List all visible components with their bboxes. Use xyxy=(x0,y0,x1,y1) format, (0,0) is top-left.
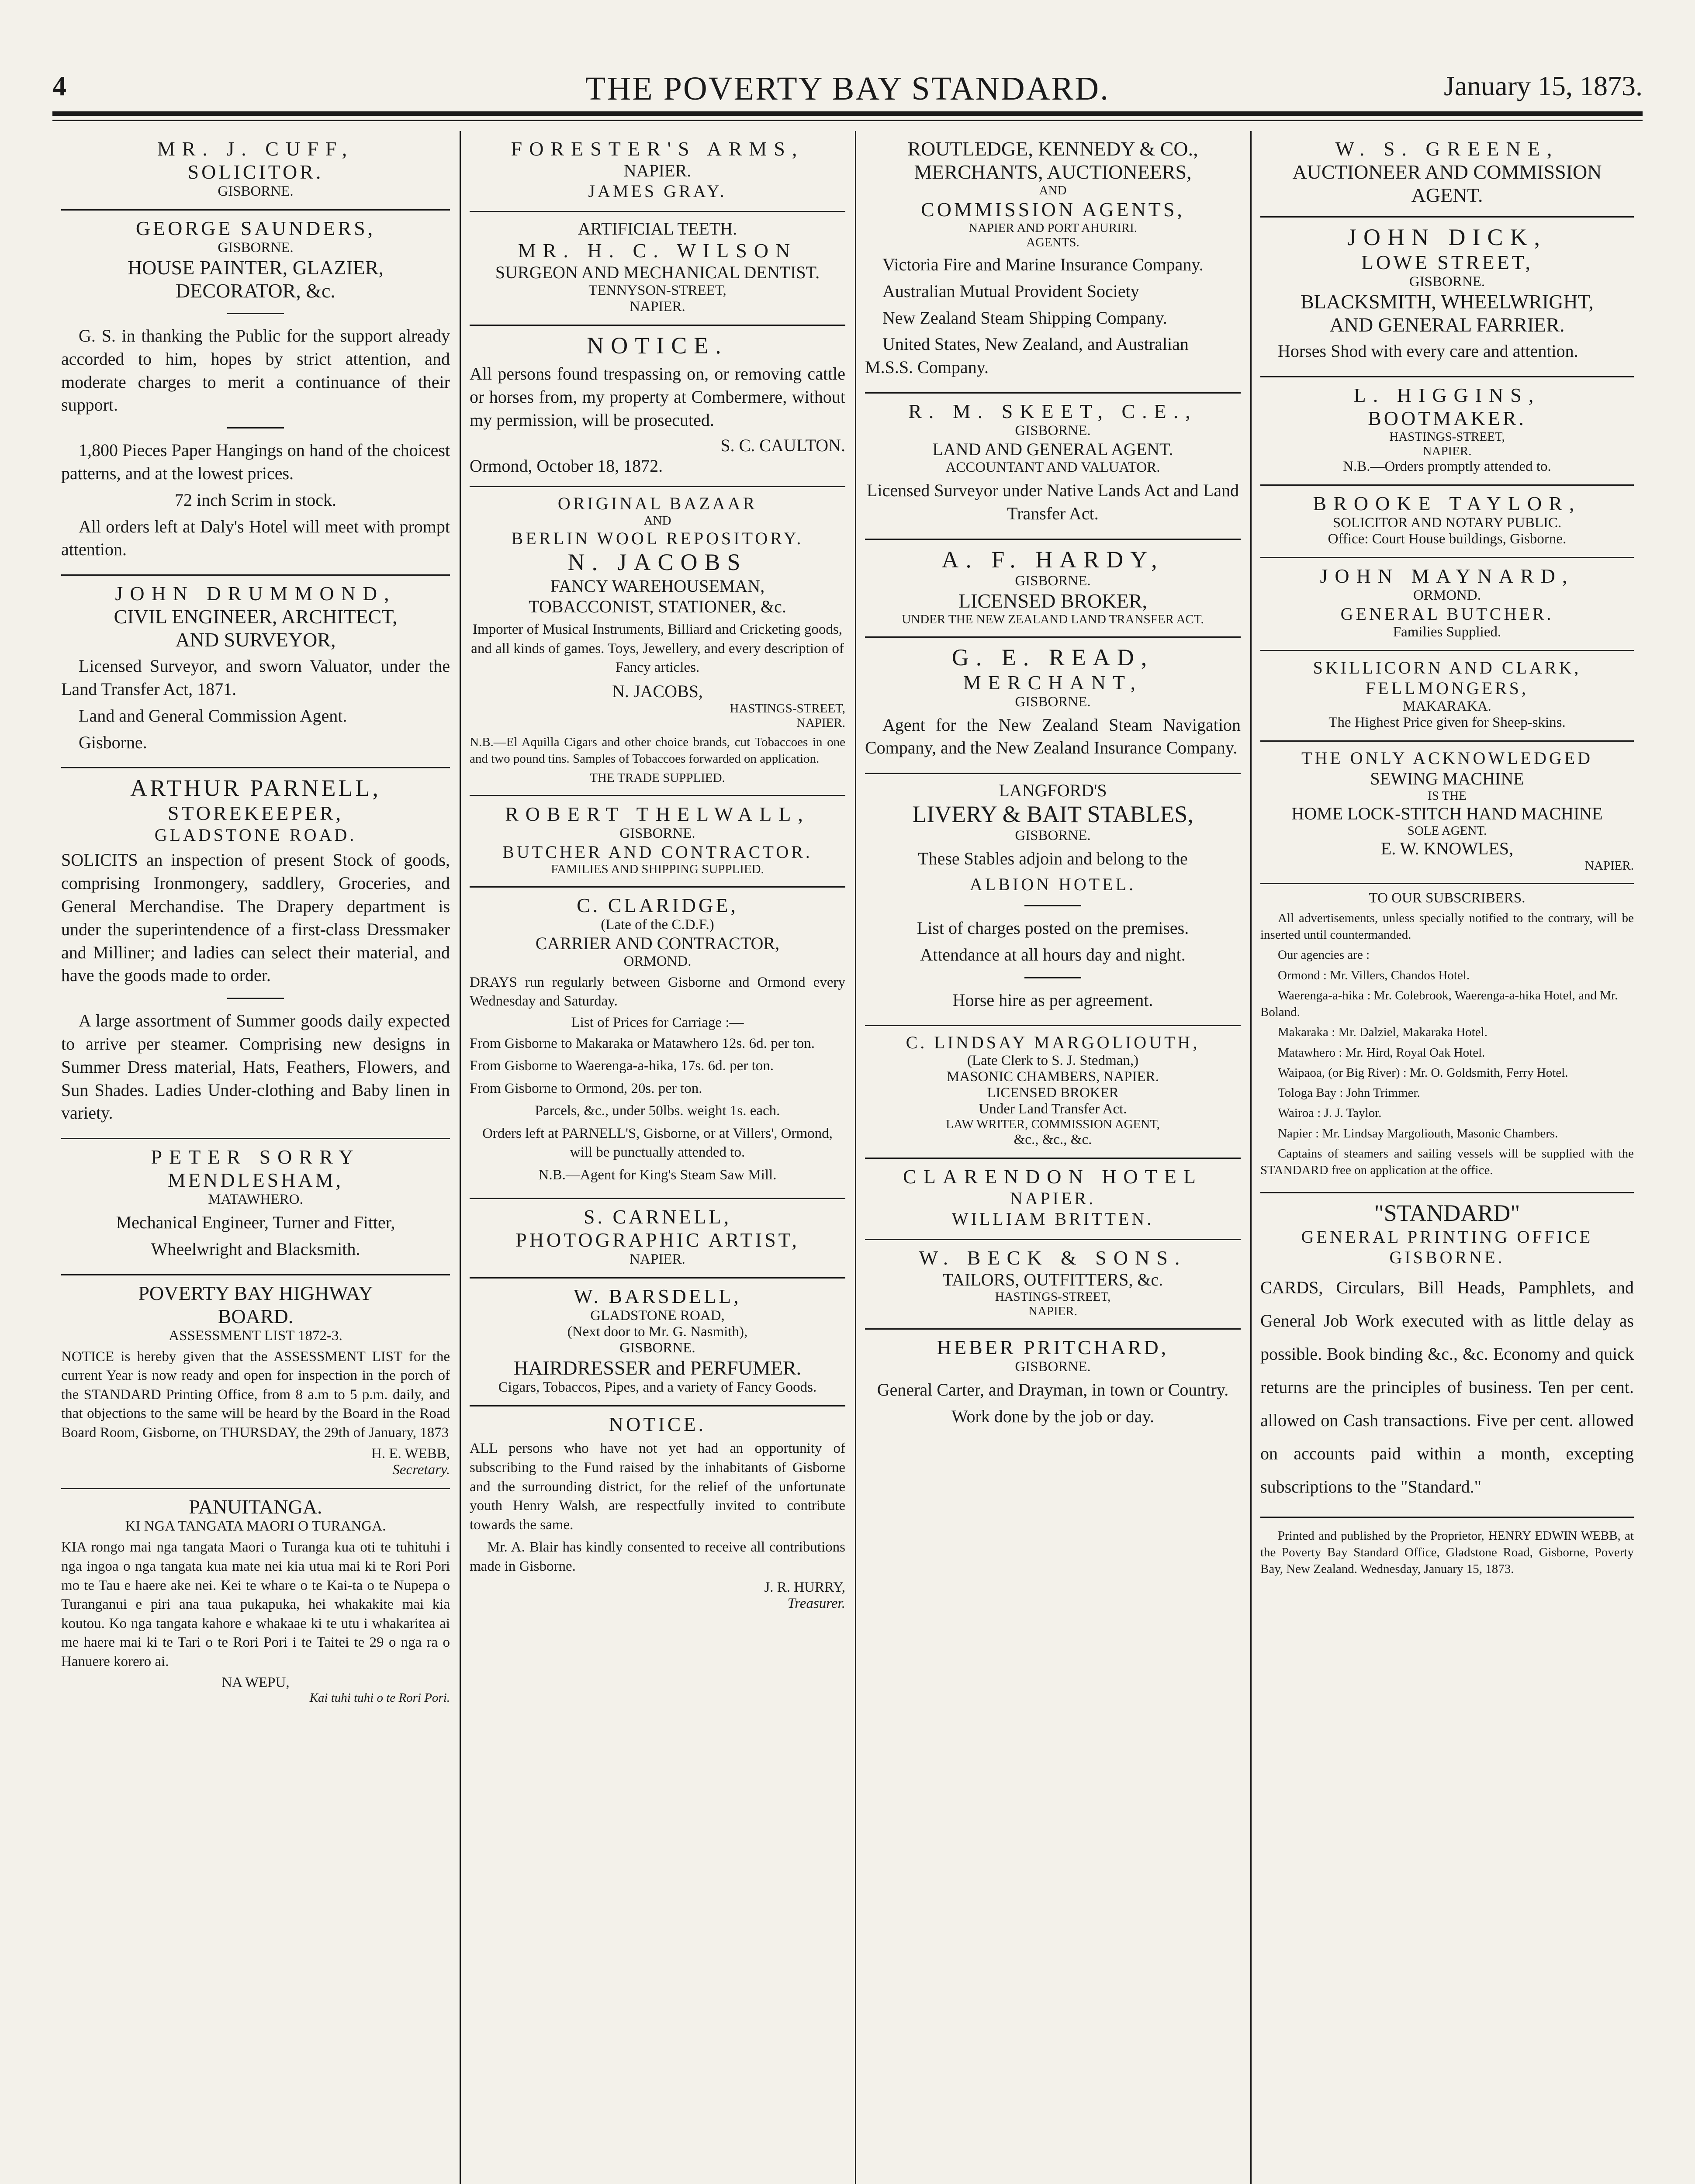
ad-paragraph: Orders left at PARNELL'S, Gisborne, or at Villers', Ormond, will be punctually attended to. xyxy=(482,1125,833,1161)
short-rule xyxy=(1024,977,1081,978)
notice-signature: S. C. CAULTON. xyxy=(720,435,845,456)
price-item: From Gisborne to Ormond, 20s. per ton. xyxy=(470,1080,702,1096)
short-rule xyxy=(1024,905,1081,906)
advertiser-place: NAPIER. xyxy=(1585,858,1634,873)
notice-body: All advertisements, unless specially notified to the contrary, will be inserted until countermanded. xyxy=(1260,911,1634,942)
column-2 xyxy=(461,131,854,2184)
ad-heading: ARTIFICIAL TEETH. xyxy=(578,219,737,238)
advertiser-trade: TOBACCONIST, STATIONER, &c. xyxy=(529,597,786,617)
advertiser-street: HASTINGS-STREET, xyxy=(995,1290,1111,1304)
hotel-name: ALBION HOTEL. xyxy=(969,874,1136,894)
advertiser-trade: MERCHANT, xyxy=(963,671,1143,694)
ad-paragraph: Land and General Commission Agent. xyxy=(79,705,347,726)
advertiser-place: GISBORNE. xyxy=(1015,422,1091,439)
ad-paragraph: Work done by the job or day. xyxy=(951,1406,1155,1427)
notice-body: Captains of steamers and sailing vessels will be supplied with the STANDARD free on application at the office. xyxy=(1260,1146,1634,1178)
ad-paragraph: All orders left at Daly's Hotel will meet with prompt attention. xyxy=(61,516,450,560)
advertiser-late: (Late of the C.D.F.) xyxy=(601,916,714,933)
advertiser-place: GISBORNE. xyxy=(619,825,695,841)
advertiser-name: S. CARNELL, xyxy=(583,1206,732,1228)
advertiser-trade: STOREKEEPER, xyxy=(167,802,344,825)
short-rule xyxy=(227,998,284,999)
advertiser-name: CLARENDON HOTEL xyxy=(903,1165,1203,1188)
advertiser-name: ROUTLEDGE, KENNEDY & CO., xyxy=(907,138,1198,160)
notice-subtitle: KI NGA TANGATA MAORI O TURANGA. xyxy=(125,1518,386,1534)
ad-paragraph: Horses Shod with every care and attention. xyxy=(1278,341,1578,361)
notice-subtitle: ASSESSMENT LIST 1872-3. xyxy=(169,1327,342,1344)
ad-parnell xyxy=(61,768,450,1139)
masthead-rule-thin xyxy=(52,120,1643,121)
agency-item: Waipaoa, (or Big River) : Mr. O. Goldsmith, Ferry Hotel. xyxy=(1278,1065,1568,1080)
ad-margoliouth xyxy=(865,1026,1241,1159)
advertiser-trade: LAND AND GENERAL AGENT. xyxy=(932,439,1173,459)
ad-thelwall xyxy=(470,796,845,888)
advertiser-place: NAPIER. xyxy=(796,716,845,730)
advertiser-name: BROOKE TAYLOR, xyxy=(1313,492,1581,515)
agency-item: United States, New Zealand, and Australian M.S.S. Company. xyxy=(865,334,1189,377)
advertiser-place: NAPIER. xyxy=(630,1251,685,1268)
advertiser-name: HEBER PRITCHARD, xyxy=(937,1336,1169,1359)
notice-body: Our agencies are : xyxy=(1278,948,1370,962)
ad-saunders xyxy=(61,211,450,576)
advertiser-place: GISBORNE. xyxy=(1389,1247,1505,1267)
notice-title: NOTICE. xyxy=(587,332,728,359)
ad-panuitanga xyxy=(61,1489,450,1715)
ad-wilson xyxy=(470,212,845,326)
advertiser-name: W. BECK & SONS. xyxy=(919,1247,1187,1269)
advertiser-place: GISBORNE. xyxy=(218,240,294,256)
ad-paragraph: Parcels, &c., under 50lbs. weight 1s. each. xyxy=(535,1103,780,1119)
notice-body: ALL persons who have not yet had an opportunity of subscribing to the Fund raised by the inhabitants of Gisborne and the surrounding district, for the relief of the unfortunate youth Henry Walsh, are respectfully invited to contribute towards the same. xyxy=(470,1441,845,1533)
advertiser-name: N. JACOBS xyxy=(567,549,747,576)
advertiser-place: GISBORNE. xyxy=(1015,1359,1091,1375)
imprint-text: Printed and published by the Proprietor, HENRY EDWIN WEBB, at the Poverty Bay Standard Office, Gladstone Road, Gisborne, Poverty Bay, New Zealand. Wednesday, January 15, 1873. xyxy=(1260,1528,1634,1576)
ad-foresters-arms xyxy=(470,131,845,212)
ad-taylor xyxy=(1260,486,1634,558)
advertiser-trade: HAIRDRESSER and PERFUMER. xyxy=(513,1357,802,1379)
advertiser-trade: TAILORS, OUTFITTERS, &c. xyxy=(942,1270,1163,1290)
advertiser-place: MATAWHERO. xyxy=(208,1192,303,1208)
ad-cuff xyxy=(61,131,450,211)
ad-subscribers xyxy=(1260,884,1634,1193)
advertiser-note: (Next door to Mr. G. Nasmith), xyxy=(567,1324,748,1340)
column-1 xyxy=(52,131,459,2184)
ad-paragraph: G. S. in thanking the Public for the support already accorded to him, hopes by strict attention, and moderate charges to merit a continuance of their support. xyxy=(61,326,450,415)
ad-sewing-machine xyxy=(1260,742,1634,884)
ad-carnell xyxy=(470,1199,845,1279)
advertiser-place: ORMOND. xyxy=(1413,587,1481,603)
ad-paragraph: Wheelwright and Blacksmith. xyxy=(151,1239,360,1259)
advertiser-trade: AND SURVEYOR, xyxy=(175,629,336,651)
advertiser-street: HASTINGS-STREET, xyxy=(730,702,845,716)
advertiser-trade: PHOTOGRAPHIC ARTIST, xyxy=(515,1229,799,1251)
advertiser-office: Office: Court House buildings, Gisborne. xyxy=(1328,531,1567,547)
advertiser-trade: SURGEON AND MECHANICAL DENTIST. xyxy=(495,263,820,282)
advertiser-name: MR. H. C. WILSON xyxy=(518,239,797,262)
ad-footer: FAMILIES AND SHIPPING SUPPLIED. xyxy=(551,862,764,876)
short-rule xyxy=(227,313,284,314)
ad-paragraph: 1,800 Pieces Paper Hangings on hand of the choicest patterns, and at the lowest prices. xyxy=(61,440,450,483)
ad-greene xyxy=(1260,131,1634,218)
ad-notice-caulton xyxy=(470,326,845,487)
advertiser-trade: HOUSE PAINTER, GLAZIER, xyxy=(127,256,384,279)
advertiser-name: E. W. KNOWLES, xyxy=(1380,838,1514,858)
advertiser-trade: SOLICITOR AND NOTARY PUBLIC. xyxy=(1332,515,1562,531)
ad-standard-printing xyxy=(1260,1193,1634,1518)
issue-date: January 15, 1873. xyxy=(1443,70,1643,101)
advertiser-street: TENNYSON-STREET, xyxy=(588,283,726,298)
advertiser-name: C. LINDSAY MARGOLIOUTH, xyxy=(906,1033,1200,1053)
advertiser-name: FORESTER'S ARMS, xyxy=(511,138,804,160)
notice-signature: H. E. WEBB, xyxy=(371,1446,450,1462)
ad-hardy xyxy=(865,540,1241,638)
advertiser-place: GISBORNE. xyxy=(1015,573,1091,589)
advertiser-trade: LICENSED BROKER xyxy=(987,1085,1119,1101)
ad-paragraph: N.B.—Agent for King's Steam Saw Mill. xyxy=(538,1167,777,1183)
advertiser-name: ROBERT THELWALL, xyxy=(505,802,810,825)
notice-signature-title: Treasurer. xyxy=(787,1596,845,1612)
ad-drummond xyxy=(61,576,450,768)
notice-signature: NA WEPU, xyxy=(221,1675,290,1691)
ad-pritchard xyxy=(865,1330,1241,1441)
notice-signature-title: Secretary. xyxy=(392,1462,450,1478)
advertiser-trade: SOLICITOR. xyxy=(187,161,324,183)
ad-sorry xyxy=(61,1139,450,1275)
ad-paragraph: Licensed Surveyor under Native Lands Act and Land Transfer Act. xyxy=(867,480,1239,523)
ad-heading: "STANDARD" xyxy=(1374,1199,1520,1226)
masthead-rule xyxy=(52,111,1643,116)
ad-paragraph: Mechanical Engineer, Turner and Fitter, xyxy=(116,1213,395,1233)
advertiser-trade: AND GENERAL FARRIER. xyxy=(1329,314,1565,336)
ad-paragraph: List of charges posted on the premises. xyxy=(917,918,1189,938)
agency-item: Wairoa : J. J. Taylor. xyxy=(1278,1106,1382,1120)
ad-heading: IS THE xyxy=(1428,788,1467,803)
advertiser-trade: FANCY WAREHOUSEMAN, xyxy=(550,576,765,596)
advertiser-street: MASONIC CHAMBERS, NAPIER. xyxy=(947,1069,1159,1085)
advertiser-note: &c., &c., &c. xyxy=(1014,1132,1092,1148)
ad-barsdell xyxy=(470,1279,845,1406)
ad-paragraph: N.B.—El Aquilla Cigars and other choice brands, cut Tobaccoes in one and two pound tins. Samples of Tobaccoes forwarded on application. xyxy=(470,735,845,766)
ad-heading: SEWING MACHINE xyxy=(1370,768,1524,788)
agency-item: Makaraka : Mr. Dalziel, Makaraka Hotel. xyxy=(1278,1025,1487,1040)
advertiser-name: L. HIGGINS, xyxy=(1353,384,1541,406)
imprint xyxy=(1260,1518,1634,1591)
notice-date: Ormond, October 18, 1872. xyxy=(470,456,663,476)
ad-heading: ORIGINAL BAZAAR xyxy=(557,494,758,514)
ad-subhead: AGENTS. xyxy=(1026,235,1079,249)
ad-paragraph: Agent for the New Zealand Steam Navigation Company, and the New Zealand Insurance Company. xyxy=(865,715,1241,758)
notice-title: PANUITANGA. xyxy=(189,1496,322,1518)
advertiser-place: GLADSTONE ROAD. xyxy=(154,825,357,845)
ad-highway-board xyxy=(61,1275,450,1489)
advertiser-street: LOWE STREET, xyxy=(1361,251,1533,273)
ad-paragraph: SOLICITS an inspection of present Stock of goods, comprising Ironmongery, saddlery, Groceries, and General Merchandise. The Drapery department is under the superintendence of a first-class Dressmaker and Milliner; and ladies can select their material, and have the goods made to order. xyxy=(61,850,450,985)
advertiser-trade: BOOTMAKER. xyxy=(1368,407,1526,429)
ad-paragraph: Licensed Surveyor, and sworn Valuator, under the Land Transfer Act, 1871. xyxy=(61,656,450,699)
advertiser-place: ORMOND. xyxy=(623,953,692,969)
price-item: From Gisborne to Waerenga-a-hika, 17s. 6d. per ton. xyxy=(470,1058,774,1074)
notice-title: TO OUR SUBSCRIBERS. xyxy=(1369,890,1526,906)
advertiser-note: Under Land Transfer Act. xyxy=(979,1101,1127,1117)
short-rule xyxy=(227,427,284,429)
advertiser-trade: CIVIL ENGINEER, ARCHITECT, xyxy=(114,605,398,628)
agency-item: Victoria Fire and Marine Insurance Company. xyxy=(882,255,1204,274)
advertiser-place: GISBORNE. xyxy=(218,183,294,199)
ad-heading: LANGFORD'S xyxy=(999,781,1107,801)
advertiser-name: LIVERY & BAIT STABLES, xyxy=(912,801,1193,828)
ad-langford xyxy=(865,774,1241,1026)
advertiser-street: HASTINGS-STREET, xyxy=(1389,429,1505,444)
ad-paragraph: These Stables adjoin and belong to the xyxy=(918,849,1188,869)
ad-jacobs xyxy=(470,487,845,796)
ad-dick xyxy=(1260,218,1634,377)
ad-claridge xyxy=(470,888,845,1199)
advertiser-name: R. M. SKEET, C.E., xyxy=(908,400,1197,422)
ad-paragraph: Horse hire as per agreement. xyxy=(952,990,1153,1010)
advertiser-late: (Late Clerk to S. J. Stedman,) xyxy=(967,1053,1139,1069)
page-number: 4 xyxy=(52,70,66,101)
advertiser-place: NAPIER. xyxy=(630,299,685,314)
ad-subhead: List of Prices for Carriage :— xyxy=(571,1014,744,1030)
ad-heading: HOME LOCK-STITCH HAND MACHINE xyxy=(1291,803,1603,823)
advertiser-trade: CARRIER AND CONTRACTOR, xyxy=(535,933,780,953)
advertiser-name: SKILLICORN AND CLARK, xyxy=(1313,657,1581,677)
advertiser-trade: FELLMONGERS, xyxy=(1365,678,1529,698)
advertiser-place: GISBORNE. xyxy=(619,1340,695,1356)
ad-footer: THE TRADE SUPPLIED. xyxy=(590,771,725,785)
agency-item: New Zealand Steam Shipping Company. xyxy=(882,308,1167,328)
ad-footer: UNDER THE NEW ZEALAND LAND TRANSFER ACT. xyxy=(902,612,1204,626)
notice-title: BOARD. xyxy=(218,1305,294,1327)
ad-footer: Families Supplied. xyxy=(1393,624,1501,640)
advertiser-place: MAKARAKA. xyxy=(1403,698,1491,714)
ad-paragraph: CARDS, Circulars, Bill Heads, Pamphlets, and General Job Work executed with as little delay as possible. Book binding &c., &c. Economy and quick returns are the principles of business. Ten per cent. allowed on Cash transactions. Five per cent. allowed on accounts paid within a month, excepting subscriptions to the "Standard." xyxy=(1260,1277,1634,1496)
notice-body: Mr. A. Blair has kindly consented to receive all contributions made in Gisborne. xyxy=(470,1539,845,1574)
ad-skeet xyxy=(865,394,1241,540)
advertiser-place: GISBORNE. xyxy=(1409,274,1485,290)
advertiser-name: G. E. READ, xyxy=(951,644,1154,670)
ad-heading: THE ONLY ACKNOWLEDGED xyxy=(1301,748,1593,768)
agency-item: Napier : Mr. Lindsay Margoliouth, Masonic Chambers. xyxy=(1278,1126,1558,1140)
notice-body: All persons found trespassing on, or removing cattle or horses from, my property at Combermere, without my permission, will be prosecuted. xyxy=(470,364,845,430)
notice-body: NOTICE is hereby given that the ASSESSMENT LIST for the current Year is now ready and open for inspection in the porch of the STANDARD Printing Office, from 8 a.m to 5 p.m. daily, and that objections to the same will be heard by the Board in the Road Board Room, Gisborne, on THURSDAY, the 29th of January, 1873 xyxy=(61,1348,450,1441)
advertiser-trade: BUTCHER AND CONTRACTOR. xyxy=(502,842,813,862)
advertiser-name: JOHN DICK, xyxy=(1347,224,1547,250)
advertiser-trade: ACCOUNTANT AND VALUATOR. xyxy=(945,459,1160,475)
advertiser-trade: LICENSED BROKER, xyxy=(958,589,1147,612)
advertiser-trade: AUCTIONEER AND COMMISSION AGENT. xyxy=(1292,161,1602,206)
agency-item: Matawhero : Mr. Hird, Royal Oak Hotel. xyxy=(1278,1045,1485,1060)
advertiser-name: GEORGE SAUNDERS, xyxy=(135,217,376,239)
advertiser-trade: LAW WRITER, COMMISSION AGENT, xyxy=(946,1117,1160,1132)
agency-item: Ormond : Mr. Villers, Chandos Hotel. xyxy=(1278,968,1470,982)
advertiser-place: NAPIER AND PORT AHURIRI. xyxy=(968,221,1138,235)
ad-signature: N. JACOBS, xyxy=(612,681,703,702)
ad-paragraph: Attendance at all hours day and night. xyxy=(920,944,1186,964)
advertiser-trade: COMMISSION AGENTS, xyxy=(921,198,1185,221)
notice-title: NOTICE. xyxy=(609,1413,706,1436)
advertiser-name: JOHN DRUMMOND, xyxy=(115,582,396,605)
advertiser-place: MENDLESHAM, xyxy=(167,1169,344,1192)
advertiser-name: W. S. GREENE, xyxy=(1335,138,1559,160)
ad-higgins xyxy=(1260,377,1634,486)
advertiser-place: NAPIER. xyxy=(1010,1189,1096,1209)
advertiser-name: C. CLARIDGE, xyxy=(577,894,738,916)
advertiser-trade: GENERAL PRINTING OFFICE xyxy=(1301,1227,1593,1247)
ad-footer: N.B.—Orders promptly attended to. xyxy=(1343,458,1551,474)
advertiser-name: W. BARSDELL, xyxy=(574,1285,741,1308)
notice-title: POVERTY BAY HIGHWAY xyxy=(138,1282,373,1304)
advertiser-name: PETER SORRY xyxy=(151,1146,360,1168)
ad-clarendon xyxy=(865,1159,1241,1240)
advertiser-place: NAPIER. xyxy=(1422,444,1472,458)
advertiser-trade: DECORATOR, &c. xyxy=(176,280,336,302)
ad-heading: AND xyxy=(643,514,671,528)
ad-paragraph: Importer of Musical Instruments, Billiard and Cricketing goods, and all kinds of games. Toys, Jewellery, and every description of Fancy articles. xyxy=(471,622,844,676)
advertiser-trade: GENERAL BUTCHER. xyxy=(1340,604,1554,624)
ad-routledge xyxy=(865,131,1241,394)
advertiser-trade: BLACKSMITH, WHEELWRIGHT, xyxy=(1301,290,1594,313)
ad-subhead: SOLE AGENT. xyxy=(1407,823,1487,838)
ad-paragraph: DRAYS run regularly between Gisborne and Ormond every Wednesday and Saturday. xyxy=(470,974,845,1009)
advertiser-name: JOHN MAYNARD, xyxy=(1320,564,1574,587)
ad-maynard xyxy=(1260,558,1634,651)
ad-paragraph: General Carter, and Drayman, in town or Country. xyxy=(877,1380,1229,1400)
ad-notice-walsh xyxy=(470,1406,845,1621)
ad-footer: The Highest Price given for Sheep-skins. xyxy=(1328,714,1566,730)
advertiser-proprietor: WILLIAM BRITTEN. xyxy=(951,1209,1154,1229)
agency-item: Tologa Bay : John Trimmer. xyxy=(1278,1086,1420,1100)
notice-signature: J. R. HURRY, xyxy=(764,1579,845,1596)
price-item: From Gisborne to Makaraka or Matawhero 12s. 6d. per ton. xyxy=(470,1035,815,1051)
advertiser-place: GISBORNE. xyxy=(1015,828,1091,844)
notice-body: KIA rongo mai nga tangata Maori o Turanga kua oti te tuhituhi i nga ingoa o nga tangata kua mate nei kia utua mai ki te Rori Pori mo te Tau e haere ake nei. Kei te whare o te Kai-ta o te Nupepa o Turanganui e piri ana taua pukapuka, hei whakakite mai kia koutou. Ko nga tangata kahore e whakaae ki te utu i whakaritea ai me haere mai ki te Tari o te Rori Pori i te Taitei te 29 o nga ra o Hanuere korero ai. xyxy=(61,1539,450,1669)
advertiser-place: NAPIER. xyxy=(623,161,692,180)
advertiser-street: GLADSTONE ROAD, xyxy=(590,1308,725,1324)
ad-paragraph: 72 inch Scrim in stock. xyxy=(175,490,336,510)
advertiser-proprietor: JAMES GRAY. xyxy=(588,181,727,201)
newspaper-title: THE POVERTY BAY STANDARD. xyxy=(585,70,1110,107)
advertiser-name: ARTHUR PARNELL, xyxy=(130,775,381,802)
agency-item: Waerenga-a-hika : Mr. Colebrook, Waerenga-a-hika Hotel, and Mr. Boland. xyxy=(1260,988,1618,1019)
notice-signature-title: Kai tuhi tuhi o te Rori Pori. xyxy=(309,1691,450,1705)
ad-beck xyxy=(865,1240,1241,1330)
advertiser-trade: MERCHANTS, AUCTIONEERS, xyxy=(914,161,1192,183)
ad-paragraph: Gisborne. xyxy=(79,732,147,752)
agency-item: Australian Mutual Provident Society xyxy=(882,281,1139,301)
advertiser-note: Cigars, Tobaccos, Pipes, and a variety of Fancy Goods. xyxy=(498,1379,817,1396)
ad-skillicorn xyxy=(1260,651,1634,742)
advertiser-name: MR. J. CUFF, xyxy=(157,138,354,160)
ad-paragraph: A large assortment of Summer goods daily expected to arrive per steamer. Comprising new designs in Summer Dress material, Hats, Feathers, Flowers, and Sun Shades. Ladies Under-clothing and Baby linen in variety. xyxy=(61,1011,450,1123)
ad-read xyxy=(865,638,1241,774)
advertiser-place: NAPIER. xyxy=(1028,1304,1077,1319)
ad-heading: AND xyxy=(1039,183,1067,197)
column-3 xyxy=(856,131,1249,2184)
advertiser-place: GISBORNE. xyxy=(1015,694,1091,710)
ad-heading: BERLIN WOOL REPOSITORY. xyxy=(511,529,804,549)
column-4 xyxy=(1252,131,1643,2184)
advertiser-name: A. F. HARDY, xyxy=(941,546,1164,573)
